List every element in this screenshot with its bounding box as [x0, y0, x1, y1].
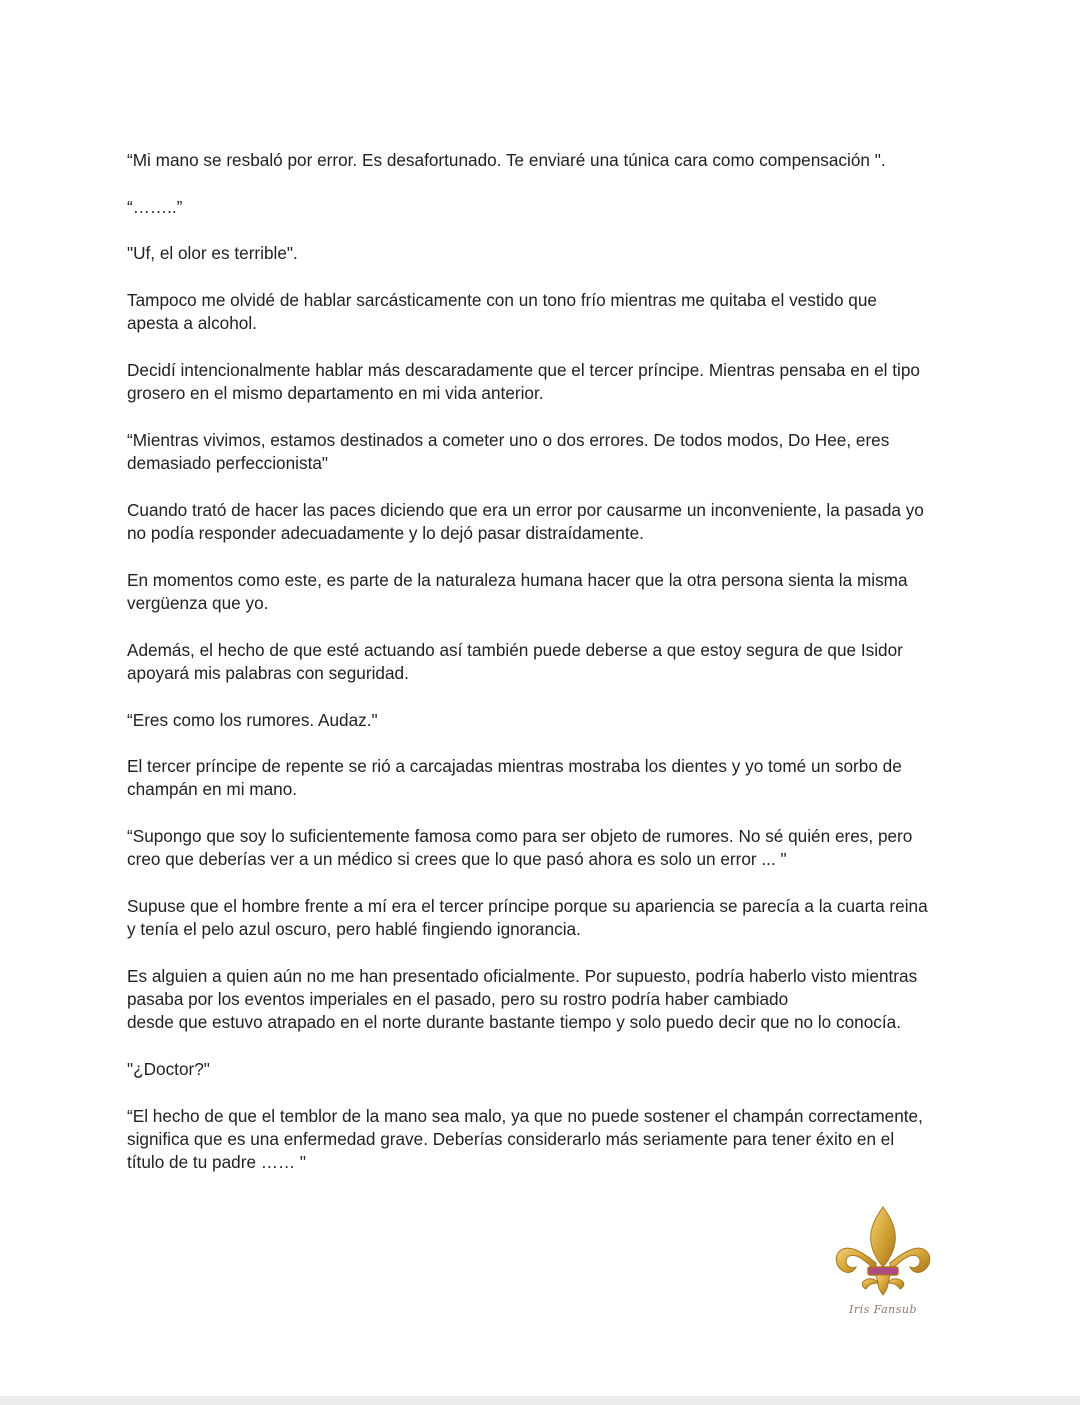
paragraph: “Mientras vivimos, estamos destinados a cometer uno o dos errores. De todos modos, Do Hee, eres demasiado perfeccionista"	[127, 429, 890, 474]
paragraph: “……..”	[127, 196, 183, 217]
paragraph: Tampoco me olvidé de hablar sarcásticamente con un tono frío mientras me quitaba el vestido que apesta a alcohol.	[127, 290, 877, 334]
paragraph: El tercer príncipe de repente se rió a carcajadas mientras mostraba los dientes y yo tomé un sorbo de champán en mi mano.	[127, 756, 902, 800]
paragraph: En momentos como este, es parte de la naturaleza humana hacer que la otra persona sienta la misma vergüenza que yo.	[127, 569, 908, 613]
watermark-caption: Iris Fansub	[848, 1303, 918, 1316]
paragraph: Es alguien a quien aún no me han presentado oficialmente. Por supuesto, podría haberlo visto mientras pasaba por los eventos imperiales en el pasado, pero su rostro podría haber cambiado desde que estuvo atrapado en el norte durante bastante tiempo y solo puedo decir que no lo conocía.	[127, 965, 918, 1033]
paragraph: “Mi mano se resbaló por error. Es desafortunado. Te enviaré una túnica cara como compensación ".	[127, 150, 886, 170]
paragraph: Supuse que el hombre frente a mí era el tercer príncipe porque su apariencia se parecía a la cuarta reina y tenía el pelo azul oscuro, pero hablé fingiendo ignorancia.	[127, 896, 928, 940]
page-bottom-edge	[0, 1396, 1080, 1405]
paragraph: “Eres como los rumores. Audaz."	[127, 709, 378, 730]
paragraph: Además, el hecho de que esté actuando así también puede deberse a que estoy segura de que Isidor apoyará mis palabras con seguridad.	[127, 639, 903, 683]
paragraph: “Supongo que soy lo suficientemente famosa como para ser objeto de rumores. No sé quién eres, pero creo que deberías ver a un médico si crees que lo que pasó ahora es solo un error ... "	[127, 826, 913, 870]
watermark-logo	[826, 1203, 940, 1331]
paragraph: “El hecho de que el temblor de la mano sea malo, ya que no puede sostener el champán correctamente, significa que es una enfermedad grave. Deberías considerarlo más seriamente para tener éxito en el título de tu padre …… "	[127, 1105, 923, 1173]
fleur-de-lis-icon	[826, 1203, 940, 1303]
paragraph: "Uf, el olor es terrible".	[127, 243, 298, 264]
paragraph: "¿Doctor?"	[127, 1059, 210, 1080]
paragraph: Decidí intencionalmente hablar más descaradamente que el tercer príncipe. Mientras pensaba en el tipo grosero en el mismo departamento en mi vida anterior.	[127, 360, 920, 404]
paragraph: Cuando trató de hacer las paces diciendo que era un error por causarme un inconveniente, la pasada yo no podía responder adecuadamente y lo dejó pasar distraídamente.	[127, 499, 924, 544]
document-body	[127, 149, 957, 1198]
